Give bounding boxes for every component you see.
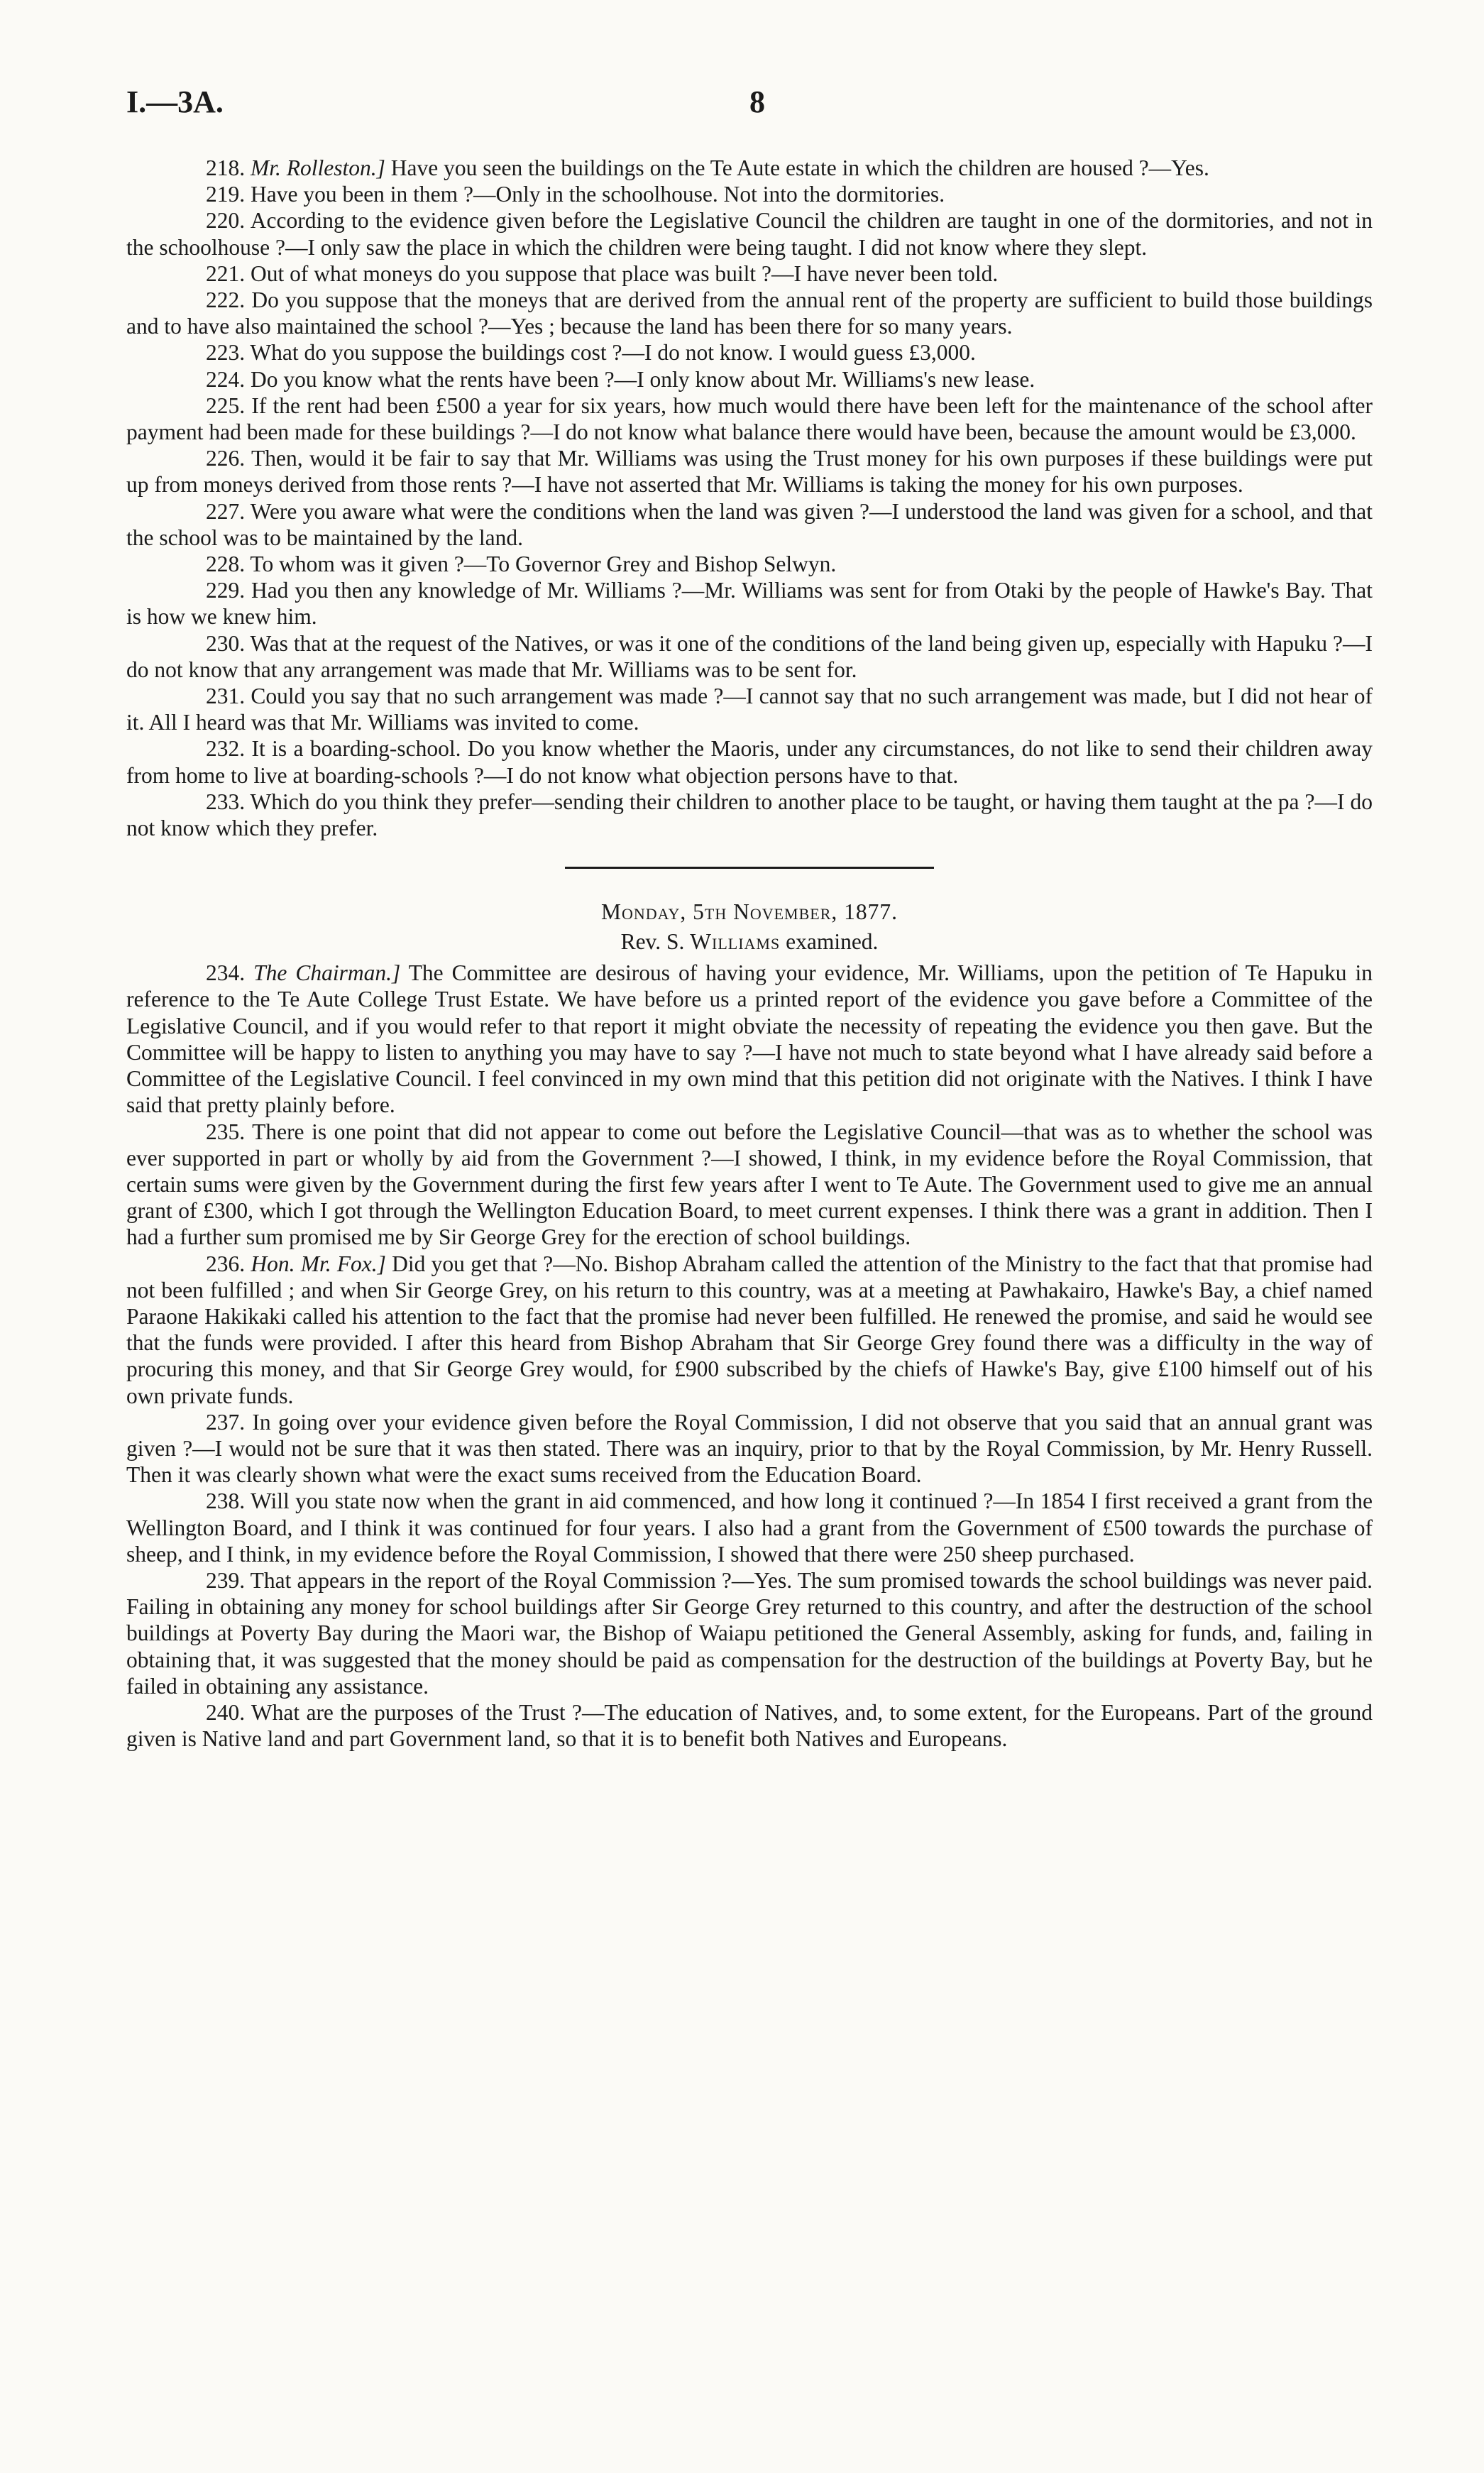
evidence-paragraph: 218. Mr. Rolleston.] Have you seen the buildings on the Te Aute estate in which the children are housed ?—Yes. — [206, 155, 1209, 180]
speaker-label: Mr. Rolleston.] — [251, 155, 385, 180]
section-divider — [565, 867, 934, 869]
evidence-paragraph: 222. Do you suppose that the moneys that are derived from the annual rent of the property are sufficient to build those buildings and to have also maintained the school ?—Yes ; because the land has been there for so many years. — [126, 287, 1373, 339]
evidence-paragraph: 226. Then, would it be fair to say that Mr. Williams was using the Trust money for his own purposes if these buildings were put up from moneys derived from those rents ?—I have not asserted that Mr. Williams is taking the money for his own purposes. — [126, 446, 1373, 498]
page-number: 8 — [749, 84, 765, 119]
evidence-paragraph: 220. According to the evidence given before the Legislative Council the children are taught in one of the dormitories, and not in the schoolhouse ?—I only saw the place in which the children were being taught. I did not know where they slept. — [126, 208, 1373, 260]
evidence-paragraph: 234. The Chairman.] The Committee are desirous of having your evidence, Mr. Williams, upon the petition of Te Hapuku in reference to the Te Aute College Trust Estate. We have before us a printed report of the evidence you gave before a Committee of the Legislative Council, and if you would refer to that report it might obviate the necessity of repeating the evidence you then gave. But the Committee will be happy to listen to anything you may have to say ?—I have not much to state beyond what I have already said before a Committee of the Legislative Council. I feel convinced in my own mind that this petition did not originate with the Natives. I think I have said that pretty plainly before. — [126, 960, 1373, 1118]
evidence-paragraph: 235. There is one point that did not appear to come out before the Legislative Council—that was as to whether the school was ever supported in part or wholly by aid from the Government ?—I showed, I think, in my evidence before the Royal Commission, that certain sums were given by the Government during the first few years after I went to Te Aute. The Government used to give me an annual grant of £300, which I got through the Wellington Education Board, to meet current expenses. I think there was a grant in addition. Then I had a further sum promised me by Sir George Grey for the erection of school buildings. — [126, 1119, 1373, 1250]
evidence-paragraph: 233. Which do you think they prefer—sending their children to another place to be taught, or having them taught at the pa ?—I do not know which they prefer. — [126, 789, 1373, 841]
page-header — [126, 84, 1378, 133]
witness-prefix: Rev. S. — [620, 929, 685, 955]
evidence-paragraph: 229. Had you then any knowledge of Mr. Williams ?—Mr. Williams was sent for from Otaki by the people of Hawke's Bay. That is how we knew him. — [126, 578, 1373, 630]
evidence-paragraph: 227. Were you aware what were the conditions when the land was given ?—I understood the land was given for a school, and that the school was to be maintained by the land. — [126, 498, 1373, 550]
evidence-paragraph: 239. That appears in the report of the Royal Commission ?—Yes. The sum promised towards the school buildings was never paid. Failing in obtaining any money for school buildings after Sir George Grey returned to this country, and after the destruction of the school buildings at Poverty Bay during the Maori war, the Bishop of Waiapu petitioned the General Assembly, asking for funds, and, failing in obtaining that, it was suggested that the money should be paid as compensation for the destruction of the buildings at Poverty Bay, but he failed in obtaining any assistance. — [126, 1567, 1373, 1699]
evidence-paragraph: 232. It is a boarding-school. Do you know whether the Maoris, under any circumstances, do not like to send their children away from home to live at boarding-schools ?—I do not know what objection persons have to that. — [126, 736, 1373, 788]
document-reference: I.—3A. — [126, 84, 224, 119]
evidence-paragraph: 228. To whom was it given ?—To Governor Grey and Bishop Selwyn. — [206, 552, 837, 577]
evidence-paragraph: 231. Could you say that no such arrangement was made ?—I cannot say that no such arrangement was made, but I did not hear of it. All I heard was that Mr. Williams was invited to come. — [126, 684, 1373, 735]
evidence-paragraph: 238. Will you state now when the grant in aid commenced, and how long it continued ?—In 1854 I first received a grant from the Wellington Board, and I think it was continued for four years. I also had a grant from the Government of £500 towards the purchase of sheep, and I think, in my evidence before the Royal Commission, I showed that there were 250 sheep purchased. — [126, 1488, 1373, 1567]
section-witness — [126, 927, 1373, 957]
evidence-paragraph: 223. What do you suppose the buildings cost ?—I do not know. I would guess £3,000. — [206, 340, 976, 366]
speaker-label: Hon. Mr. Fox.] — [251, 1251, 386, 1276]
evidence-after-section — [126, 960, 1373, 1752]
witness-name: Williams — [690, 929, 781, 955]
speaker-label: The Chairman.] — [253, 960, 401, 986]
evidence-paragraph: 224. Do you know what the rents have been ?—I only know about Mr. Williams's new lease. — [206, 366, 1035, 392]
evidence-paragraph: 240. What are the purposes of the Trust ?—The education of Natives, and, to some extent, for the Europeans. Part of the ground given is Native land and part Government land, so that it is to benefit both Natives and Europeans. — [126, 1699, 1373, 1752]
evidence-paragraph: 237. In going over your evidence given before the Royal Commission, I did not observe that you said that an annual grant was given ?—I would not be sure that it was then stated. There was an inquiry, prior to that by the Royal Commission, by Mr. Henry Russell. Then it was clearly shown what were the exact sums received from the Education Board. — [126, 1409, 1373, 1488]
evidence-paragraph: 219. Have you been in them ?—Only in the schoolhouse. Not into the dormitories. — [206, 182, 945, 207]
evidence-paragraph: 230. Was that at the request of the Natives, or was it one of the conditions of the land being given up, especially with Hapuku ?—I do not know that any arrangement was made that Mr. Williams was to be sent for. — [126, 630, 1373, 682]
evidence-paragraph: 225. If the rent had been £500 a year for six years, how much would there have been left for the maintenance of the school after payment had been made for these buildings ?—I do not know what balance there would have been, because the amount would be £3,000. — [126, 393, 1373, 445]
evidence-paragraph: 236. Hon. Mr. Fox.] Did you get that ?—No. Bishop Abraham called the attention of the Ministry to the fact that that promise had not been fulfilled ; and when Sir George Grey, on his return to this country, was at a meeting at Pawhakairo, Hawke's Bay, a chief named Paraone Hakikaki called his attention to the fact that the promise had never been fulfilled. He renewed the promise, and said he would see that the funds were provided. I after this heard from Bishop Abraham that Sir George Grey found there was a difficulty in the way of procuring this money, and that Sir George Grey would, for £900 subscribed by the chiefs of Hawke's Bay, give £100 himself out of his own private funds. — [126, 1251, 1373, 1408]
evidence-before-section — [126, 155, 1373, 841]
evidence-paragraph: 221. Out of what moneys do you suppose that place was built ?—I have never been told. — [206, 261, 999, 286]
witness-suffix: examined. — [786, 929, 879, 955]
body-text — [126, 155, 1373, 1752]
section-date: Monday, 5th November, 1877. — [600, 899, 898, 925]
